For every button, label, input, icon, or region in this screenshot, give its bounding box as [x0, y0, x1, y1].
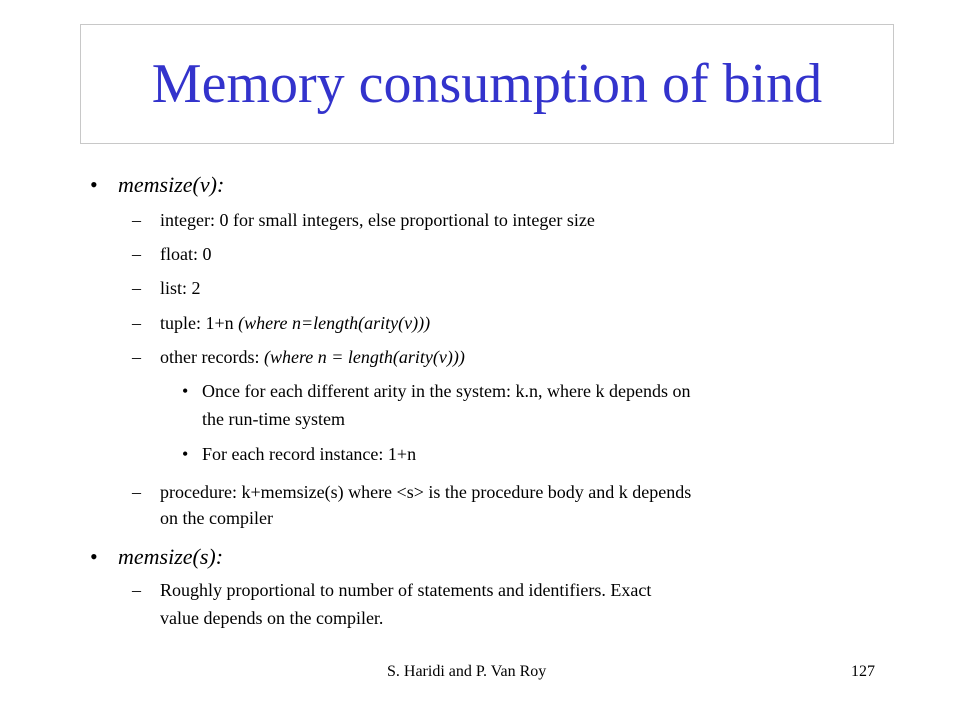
- item-integer: integer: 0 for small integers, else proportional to integer size: [160, 210, 595, 230]
- dash-marker: –: [132, 580, 141, 600]
- item-records-note: (where n = length(arity(v))): [263, 347, 465, 367]
- dash-marker: –: [132, 482, 141, 502]
- item-list: list: 2: [160, 278, 201, 298]
- item-tuple-note: (where n=length(arity(v))): [238, 313, 431, 333]
- dash-marker: –: [132, 244, 141, 264]
- dash-marker: –: [132, 313, 141, 333]
- bullet-1-marker: •: [90, 172, 98, 197]
- item-records: [160, 347, 465, 368]
- item-procedure-line2: on the compiler: [160, 508, 273, 528]
- item-procedure-line1: procedure: k+memsize(s) where <s> is the procedure body and k depends: [160, 482, 692, 502]
- bullet-2-marker: •: [90, 544, 98, 569]
- page-number: 127: [851, 663, 875, 680]
- dash-marker: –: [132, 278, 141, 298]
- sub-bullet-marker: •: [182, 444, 189, 464]
- dash-marker: –: [132, 347, 141, 367]
- dash-marker: –: [132, 210, 141, 230]
- records-sub1-line1: Once for each different arity in the system: k.n, where k depends on: [202, 381, 691, 401]
- item-tuple-text: tuple: 1+n: [160, 313, 239, 333]
- footer-authors: S. Haridi and P. Van Roy: [387, 663, 547, 680]
- records-sub2: For each record instance: 1+n: [202, 444, 417, 464]
- item-statements-line1: Roughly proportional to number of statements and identifiers. Exact: [160, 580, 652, 600]
- item-records-text: other records:: [160, 347, 264, 367]
- slide-title: Memory consumption of bind: [151, 53, 823, 115]
- item-statements-line2: value depends on the compiler.: [160, 608, 384, 628]
- item-tuple: [160, 313, 430, 334]
- bullet-1-label: memsize(v):: [118, 172, 225, 197]
- title-box: [80, 24, 894, 144]
- bullet-2-label: memsize(s):: [118, 544, 224, 569]
- sub-bullet-marker: •: [182, 381, 189, 401]
- item-float: float: 0: [160, 244, 212, 264]
- records-sub1-line2: the run-time system: [202, 409, 345, 429]
